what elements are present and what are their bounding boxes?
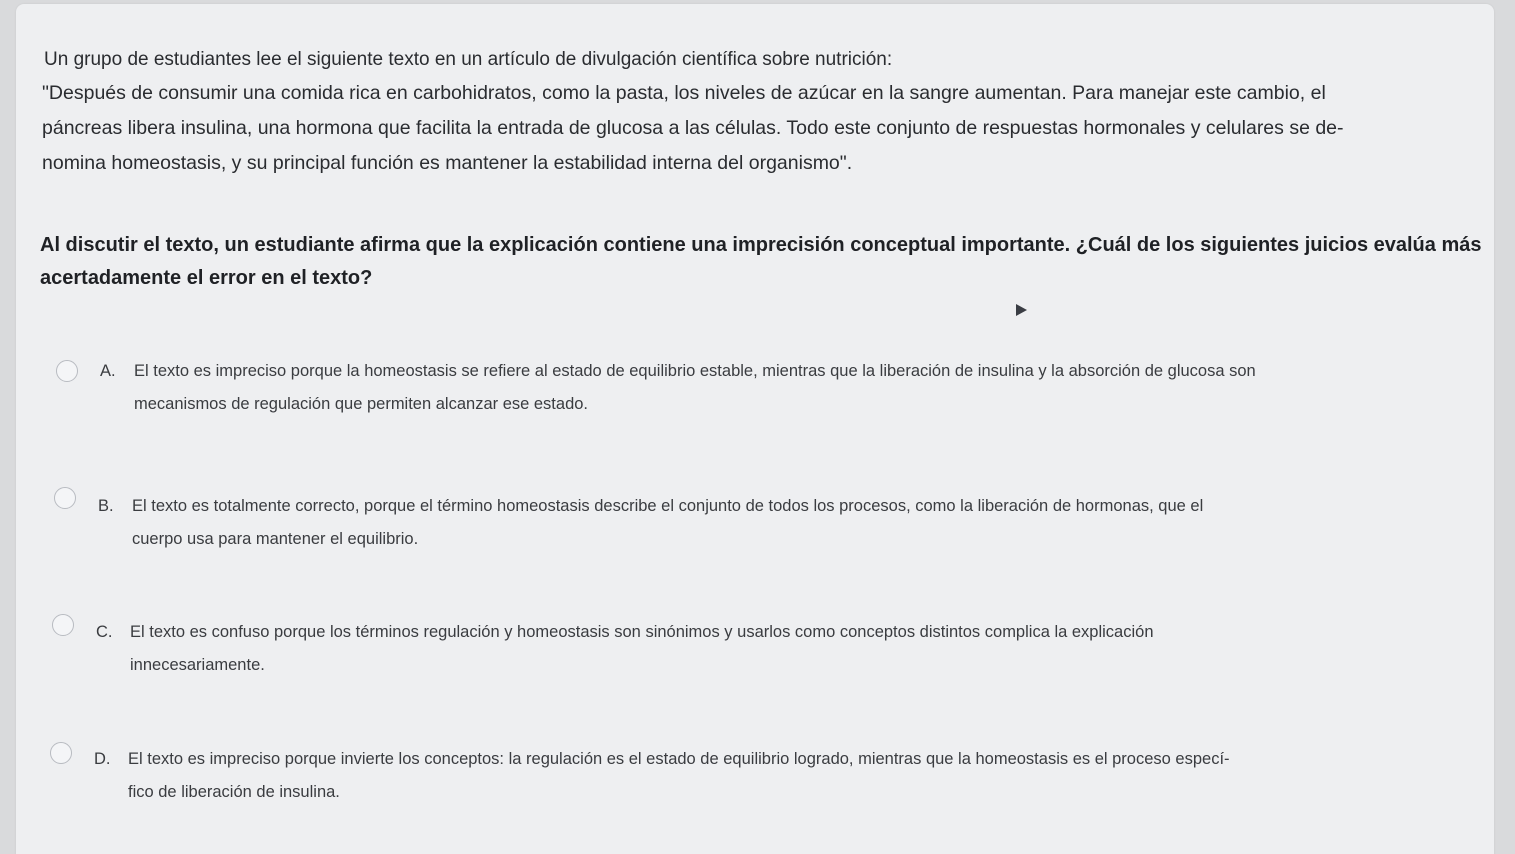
option-text: fico de liberación de insulina. — [128, 783, 340, 801]
option-text: El texto es impreciso porque invierte los conceptos: la regulación es el estado de equilibrio logrado, mientras que la homeostasis es el proceso especí- — [128, 750, 1230, 768]
option-text: El texto es totalmente correcto, porque el término homeostasis describe el conjunto de todos los procesos, como la liberación de hormonas, que el — [132, 497, 1204, 515]
option-b[interactable] — [98, 490, 1478, 556]
option-letter: A. — [100, 362, 116, 380]
option-letter: B. — [98, 497, 114, 515]
option-text: El texto es impreciso porque la homeostasis se refiere al estado de equilibrio estable, mientras que la liberación de insulina y la absorción de glucosa son — [134, 362, 1256, 380]
intro-text: Un grupo de estudiantes lee el siguiente texto en un artículo de divulgación científica sobre nutrición: — [44, 49, 893, 70]
option-b-radio[interactable] — [54, 487, 76, 509]
option-text: El texto es confuso porque los términos regulación y homeostasis son sinónimos y usarlos como conceptos distintos complica la explicación — [130, 623, 1154, 641]
question-line: Al discutir el texto, un estudiante afirma que la explicación contiene una imprecisión conceptual importante. ¿Cuál de los siguientes juicios evalúa más — [40, 234, 1482, 256]
option-letter: D. — [94, 750, 111, 768]
option-letter: C. — [96, 623, 113, 641]
option-a[interactable] — [100, 355, 1480, 421]
passage-quote — [42, 76, 1472, 181]
option-c[interactable] — [96, 616, 1476, 682]
option-d-radio[interactable] — [50, 742, 72, 764]
passage-line: nomina homeostasis, y su principal función es mantener la estabilidad interna del organismo". — [42, 152, 853, 174]
option-text: innecesariamente. — [130, 656, 265, 674]
option-c-radio[interactable] — [52, 614, 74, 636]
option-text: cuerpo usa para mantener el equilibrio. — [132, 530, 419, 548]
mouse-pointer-icon — [1016, 304, 1027, 316]
option-a-radio[interactable] — [56, 360, 78, 382]
question-prompt — [40, 229, 1490, 295]
question-line: acertadamente el error en el texto? — [40, 267, 373, 289]
passage-line: páncreas libera insulina, una hormona que facilita la entrada de glucosa a las células. Todo este conjunto de respuestas hormonales y celulares se de- — [42, 117, 1344, 139]
passage-line: "Después de consumir una comida rica en carbohidratos, como la pasta, los niveles de azúcar en la sangre aumentan. Para manejar este cambio, el — [42, 82, 1326, 104]
option-d[interactable] — [94, 743, 1474, 809]
option-text: mecanismos de regulación que permiten alcanzar ese estado. — [134, 395, 589, 413]
